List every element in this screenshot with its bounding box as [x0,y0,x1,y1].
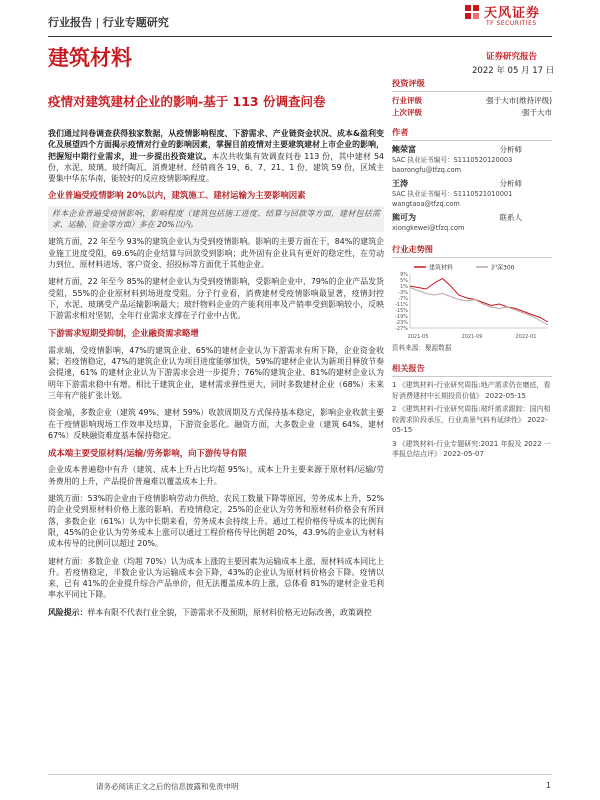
author-email[interactable]: wangtaoa@tfzq.com [392,199,460,208]
report-category [48,14,169,30]
author-card [392,144,552,175]
summary-paragraph [48,128,384,184]
construction-cost-paragraph: 建筑方面：53%的企业由于疫情影响劳动力供给、农民工数量下降等原因，劳务成本上升，52%的企业受到原材料价格上涨的影响。若疫情稳定，25%的企业认为劳务和原材料价格会有所回落，多数企业（61%）认为中长期来看，劳务成本会持续上升。通过工程价格传导成本的比例有限，45%的企业认为劳务成本上涨可以通过工程价格传导比例超 20%，43.9%的企业认为材料成本传导的比例可以超过 20%。 [48,494,384,549]
cost-paragraph: 企业成本普遍稳中有升（建筑、成本上升占比均超 95%），成本上升主要来源于原材料/运输/劳务费用的上升，产品提价普遍难以覆盖成本上升。 [48,465,384,486]
y-tick-label: 9% [400,271,408,278]
logo-en-text: TF SECURITIES [486,20,537,27]
y-tick-label: -3% [398,289,408,296]
rating-heading: 投资评级 [392,78,552,92]
y-tick-label: 5% [400,277,408,284]
risk-label: 风险提示： [48,607,88,617]
section-heading-demand: 下游需求短期受抑制，企业融资需求略增 [48,328,199,339]
y-tick-label: -19% [395,313,408,320]
author-name: 鲍荣富 [392,145,416,154]
summary-lead: 我们通过问卷调查获得独家数据，从疫情影响程度、下游需求、产业链资金状况、成本&盈利变化及展望四个方面揭示疫情对行业的影响因素，掌握目前疫情对主要建筑建材上市企业的影响，把握短中期行业需求，进一步提出投资建议。 [48,129,384,161]
subcategory-label: 行业专题研究 [102,16,169,29]
related-heading: 相关报告 [392,363,552,377]
report-type: 证券研究报告 [486,52,538,62]
author-email[interactable]: xiongkewei@tfzq.com [392,224,465,232]
section-heading-impact: 企业普遍受疫情影响 20%以内，建筑施工、建材运输为主要影响因素 [48,190,306,201]
author-cert: SAC 执业证书编号：S1110520120003 [392,156,513,164]
author-role: 分析师 [499,179,522,188]
logo-cn-text: 天风证券 [484,6,541,21]
author-email[interactable]: baorongfu@tfzq.com [392,165,462,174]
legend-label: 建筑材料 [429,264,454,271]
risk-text: 样本有限不代表行业全貌，下游需求不及预期，原材料价格无边际改善，政策调控 [87,607,372,617]
author-card [392,178,552,209]
category-separator: | [95,16,100,29]
author-cert: SAC 执业证书编号：S1110521010001 [392,190,513,198]
author-name: 熊可为 [392,213,416,222]
disclaimer-note: 请务必阅读正文之后的信息披露和免责申明 [96,782,239,791]
y-tick-label: 1% [400,283,408,290]
x-tick-label: 2021-09 [461,333,483,340]
rating-row [392,95,552,107]
logo-mark-icon [464,4,480,20]
x-tick-label: 2021-05 [407,333,429,340]
trend-heading: 行业走势图 [392,244,552,258]
x-tick-label: 2022-01 [515,333,537,340]
tf-securities-logo [462,2,557,32]
author-role: 分析师 [499,145,522,154]
rating-value: 强于大市(维持评级) [486,96,552,105]
y-tick-label: -15% [395,307,408,314]
y-tick-label: -7% [398,295,408,302]
summary-cont: 本次共收集有效调查问卷 113 份，其中建材 54 份，水泥、玻璃、玻纤陶瓦、消费建材、经销商各 19、6、7、21、1 份，建筑 59 份，区域主要集中华东华南，能较好的反应疫情影响程度。 [48,151,384,184]
series-line [410,278,548,322]
y-tick-label: -27% [395,325,408,332]
chart-source: 资料来源：聚源数据 [392,343,452,352]
legend-label: 沪深300 [491,264,515,271]
series-line [410,287,548,325]
demand-paragraph: 需求端，受疫情影响，47%的建筑企业、65%的建材企业认为下游需求有所下降，企业资金收紧；若疫情稳定，47%的建筑企业认为项目进度能够加快，59%的建材企业认为新项目释放节奏会提速，61% 的建材企业认为下游需求会进一步提升；76%的建筑企业、81%的建材企业认为明年下游需求稳中有增。相比于建筑企业，建材需求弹性更大，同时多数建材企业（68%）未来三年有产能扩张计划。 [48,345,384,400]
footer-divider [48,774,552,775]
materials-impact-paragraph: 建材方面，22 年至今 85%的建材企业认为受到疫情影响，受影响企业中，79%的企业产品发货受阻，55%的企业原材料到场进度受阻。分子行业看，消费建材受疫情影响最显著，疫情封控下，水泥、玻璃受产品运输影响最大；玻纤物料企业的产能利用率及产销率受到影响较小，反映下游需求相对坚韧，全年行业需求支撑在子行业中占优。 [48,277,384,321]
header-divider [48,36,552,37]
authors-heading: 作者 [392,127,552,141]
materials-cost-paragraph: 建材方面：多数企业（均超 70%）认为成本上涨的主要因素为运输成本上涨、原材料成本同比上升。若疫情稳定，半数企业认为运输成本会下降，43%的企业认为原材料价格会下降。疫情以来，已有 41%的企业提升综合产品单价，但无法覆盖成本的上涨，总体看 81%的建材企业毛利率水平同比下降。 [48,556,384,600]
rating-label: 行业评级 [392,96,422,105]
report-title: 疫情对建筑建材企业的影响-基于 113 份调查问卷 [48,94,326,109]
related-report-item[interactable]: 2 《建筑材料-行业研究周报:玻纤需求跟踪：国内相较需求阶段承压，行业高景气料有延续性》 2022-05-15 [392,405,551,434]
impact-highlight-box: 样本企业普遍受疫情影响，影响程度（建筑包括施工进度、结算与回款等方面，建材包括需求、运输、资金等方面）多在 20%以内。 [48,206,384,233]
author-role: 联系人 [499,213,522,222]
sidebar [392,78,552,460]
y-tick-label: -11% [395,301,408,308]
construction-impact-paragraph: 建筑方面，22 年至今 93%的建筑企业认为受到疫情影响。影响的主要方面在于，84%的建筑企业施工进度受阻，69.6%的企业结算与回款受到影响；此外固有企业具有更好的稳定性，在劳动力到位、原材料进场、客户资金、招投标等方面优于其他企业。 [48,237,384,269]
author-name: 王涛 [392,179,408,188]
category-label: 行业报告 [48,16,92,29]
report-date: 2022 年 05 月 17 日 [472,66,555,76]
section-heading-cost: 成本端主要受原材料/运输/劳务影响，向下游传导有限 [48,448,247,459]
related-report-item[interactable]: 1 《建筑材料-行业研究周报:地产需求仍在磨底，看好消费建材中长期投资价值》 2022-05-15 [392,381,551,400]
author-card [392,212,552,234]
prev-rating-value: 强于大市 [522,108,552,117]
funding-paragraph: 资金端，多数企业（建筑 49%、建材 59%）收款周期及方式保持基本稳定，影响企业收款主要在于疫情影响现场工作效率及结算，下游资金恶化。融资方面，大多数企业（建筑 64%、建材 67%）反映融资难度基本保持稳定。 [48,408,384,440]
related-report-item[interactable]: 3 《建筑材料-行业专题研究:2021 年报及 2022 一季报总结点评》 2022-05-07 [392,439,551,458]
y-tick-label: -23% [395,319,408,326]
prev-rating-label: 上次评级 [392,108,422,117]
page-number: 1 [546,781,551,790]
main-body [48,128,384,618]
industry-trend-chart [392,262,552,340]
risk-paragraph [48,607,384,618]
industry-title: 建筑材料 [48,46,132,70]
prev-rating-row [392,107,552,119]
